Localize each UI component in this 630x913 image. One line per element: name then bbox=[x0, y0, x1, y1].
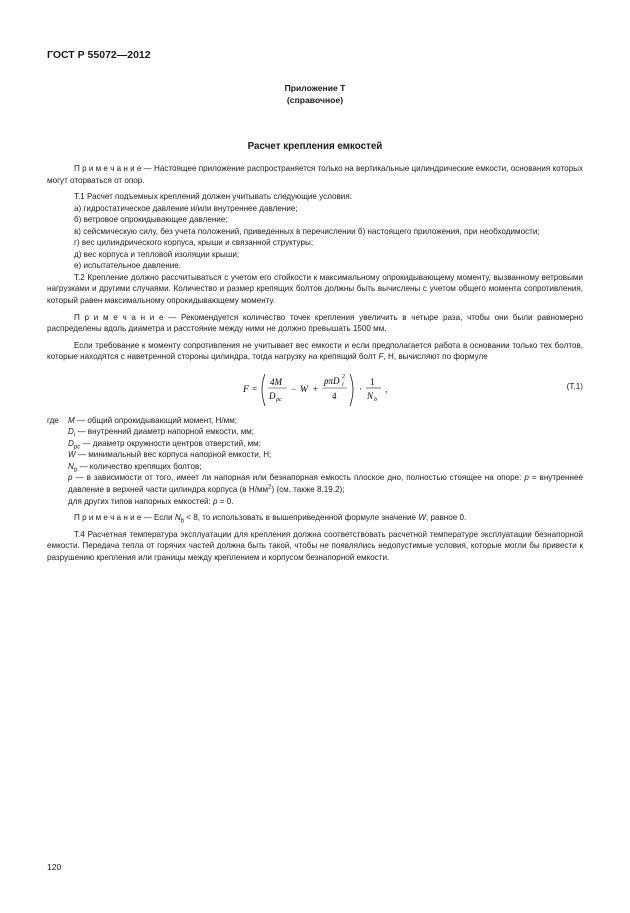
def-p: p — в зависимости от того, имеет ли напорная или безнапорная емкость плоское дно, полностью стоящее на опоре: p = внутреннее давление в верхней части цилиндра корпуса (в $Н/мм^2$) (см. также 8.19.2); bbox=[68, 473, 583, 495]
standard-header: ГОСТ Р 55072—2012 bbox=[47, 49, 151, 61]
page-number: 120 bbox=[47, 862, 62, 872]
formula-den1: D bbox=[269, 390, 276, 401]
formula-w: W bbox=[300, 384, 308, 395]
formula-eq: = bbox=[252, 383, 258, 394]
formula-num3: 1 bbox=[370, 376, 375, 387]
t1-intro: Т.1 Расчет подъемных креплений должен учитывать следующие условия: bbox=[74, 192, 352, 202]
formula-den3: N bbox=[367, 390, 374, 401]
formula-number: (Т.1) bbox=[566, 381, 583, 391]
def-w: W — минимальный вес корпуса напорной емкости, Н; bbox=[68, 450, 272, 460]
t1-item-f: е) испытательное давление. bbox=[74, 261, 181, 271]
formula-dot: · bbox=[359, 383, 362, 394]
appendix-subtitle: (справочное) bbox=[286, 95, 344, 105]
formula-num2-sup: 2 bbox=[342, 373, 345, 380]
section-title: Расчет крепления емкостей bbox=[247, 141, 383, 152]
document-body bbox=[47, 163, 583, 563]
def-p-other: для других типов напорных емкостей: p = 0. bbox=[68, 496, 234, 506]
formula-den3-sub: b bbox=[374, 396, 377, 403]
t1-item-e: д) вес корпуса и тепловой изоляции крыши; bbox=[74, 249, 240, 259]
formula-lhs: F bbox=[243, 384, 249, 395]
note-1: П р и м е ч а н и е — Настоящее приложение распространяется только на вертикальные цилиндрические емкости, основания которых могут оторваться от опор. bbox=[47, 164, 583, 185]
where-label: где bbox=[47, 415, 59, 425]
formula-comma: , bbox=[385, 383, 388, 394]
t2-paragraph: Т.2 Крепление должно рассчитываться с учетом его стойкости к максимальному опрокидывающему моменту, вызванному ветровыми нагрузками и другими случаями. Количество и размер крепящих болтов должны быть вычислены с учетом общего момента сопротивления, который равен максимальному опрокидывающему моменту. bbox=[47, 272, 583, 306]
left-paren bbox=[262, 374, 265, 406]
t4-paragraph: Т.4 Расчетная температура эксплуатации для крепления должна соответствовать расчетной температуре эксплуатации безнапорной емкости. Передача тепла от горячих частей должна быть такой, чтобы не появлялись недопустимые условия, которые могли бы привести к разрушению крепления или границы между креплением и корпусом безнапорной емкости. bbox=[47, 529, 583, 562]
t1-item-c: в) сейсмическую силу, без учета положений, приведенных в перечислении б) настоящего приложения, при необходимости; bbox=[74, 226, 540, 236]
formula-graphic bbox=[243, 368, 403, 412]
t1-item-d: г) вес цилиндрического корпуса, крыши и связанной структуры; bbox=[74, 238, 314, 248]
appendix-title: Приложение Т bbox=[284, 83, 346, 93]
formula-intro: Если требование к моменту сопротивления не учитывает вес емкости и если предполагается работа в основании только тех болтов, которые находятся с наветренной стороны цилиндра, тогда нагрузку на крепящий болт F, Н, вычисляют по формуле bbox=[47, 340, 583, 362]
right-paren bbox=[350, 374, 353, 406]
formula-den1-sub: pc bbox=[276, 396, 282, 403]
formula-num1: 4M bbox=[270, 376, 282, 387]
t1-item-b: б) ветровое опрокидывающее давление; bbox=[74, 215, 228, 225]
formula-minus: − bbox=[291, 383, 297, 394]
note-2: П р и м е ч а н и е — Рекомендуется количество точек крепления увеличить в четыре раза, чтобы они были равномерно распределены вдоль диаметра и расстояние между ними не должно превышать 1500 мм. bbox=[47, 312, 583, 334]
formula-num2: pπD bbox=[324, 375, 340, 386]
def-m: M — общий опрокидывающий момент, Н/мм; bbox=[68, 415, 238, 425]
symbol-definitions bbox=[47, 415, 583, 507]
t1-item-a: а) гидростатическое давление и/или внутреннее давление; bbox=[74, 203, 298, 213]
formula-t1 bbox=[47, 368, 583, 412]
def-nb: $N_b$ — количество крепящих болтов; bbox=[68, 461, 202, 474]
note-3: П р и м е ч а н и е — Если $N_b < 8$, то использовать в вышеприведенной формуле значение W, равное 0. bbox=[74, 513, 467, 525]
def-dpc: $D_{pc}$ — диаметр окружности центров отверстий, мм; bbox=[68, 438, 261, 451]
formula-den2: 4 bbox=[332, 390, 337, 401]
formula-plus: + bbox=[313, 383, 319, 394]
def-di: $D_i$ — внутренний диаметр напорной емкости, мм; bbox=[68, 427, 254, 439]
formula-num2-sub: i bbox=[342, 381, 344, 388]
